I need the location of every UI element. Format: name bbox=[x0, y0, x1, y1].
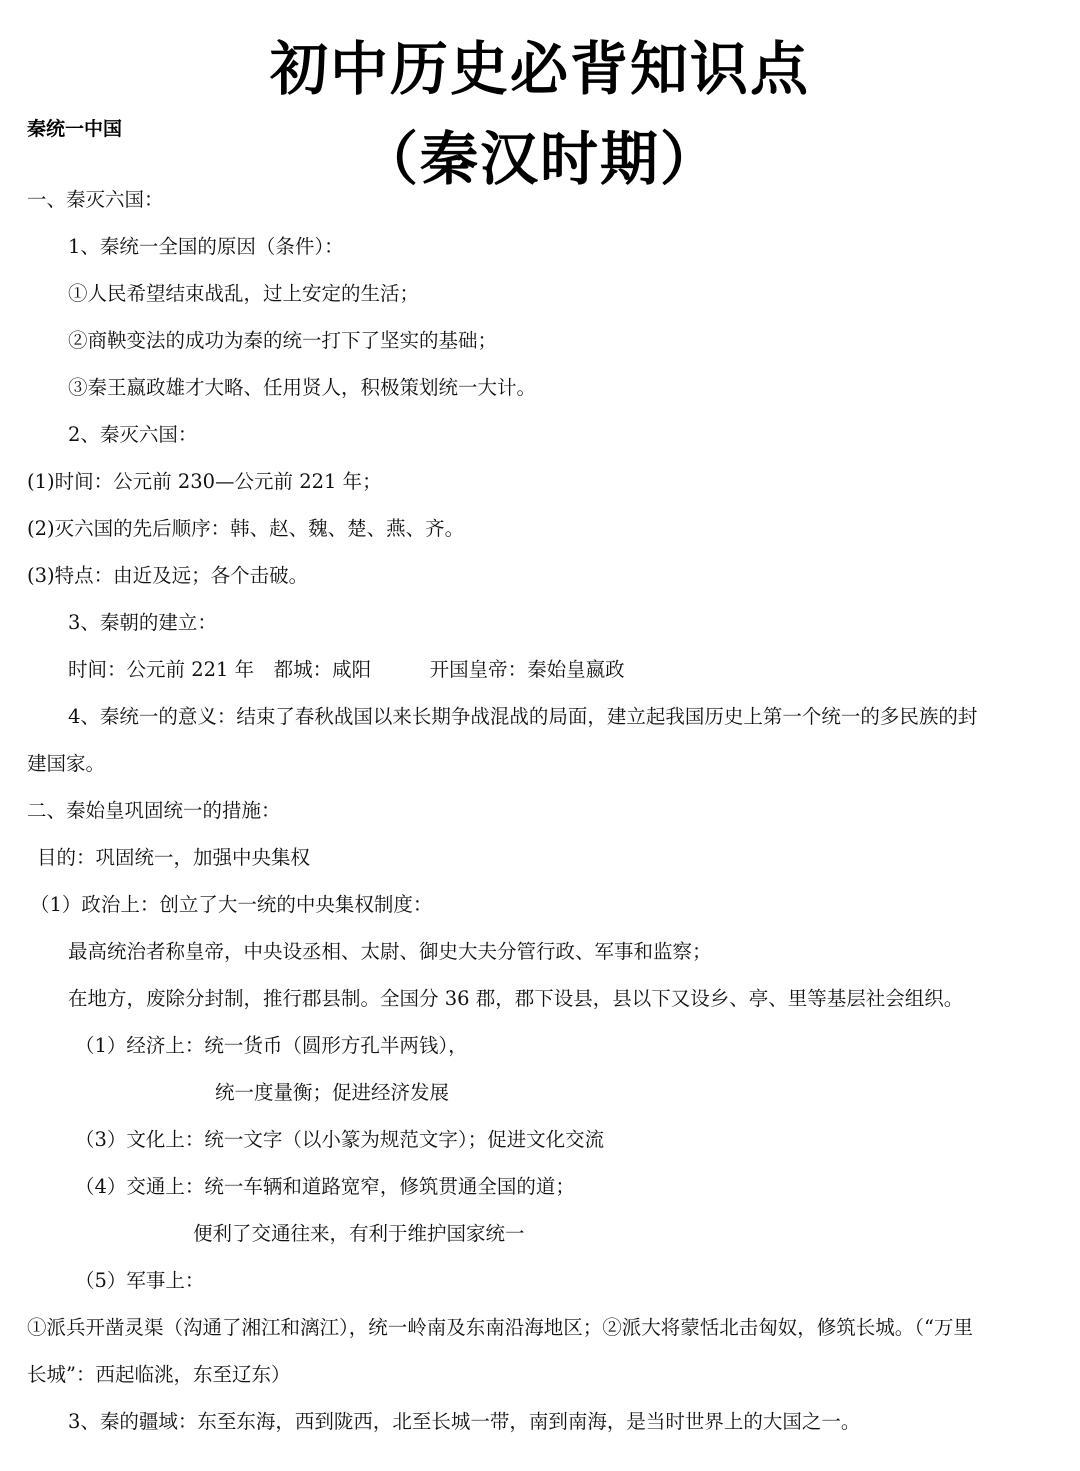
transport-measures-1: （4）交通上：统一车辆和道路宽窄，修筑贯通全国的道； bbox=[75, 1175, 575, 1198]
political-central: 最高统治者称皇帝，中央设丞相、太尉、御史大夫分管行政、军事和监察； bbox=[68, 940, 712, 963]
military-measures: （5）军事上： bbox=[75, 1269, 205, 1292]
significance-line-1: 4、秦统一的意义：结束了春秋战国以来长期争战混战的局面，建立起我国历史上第一个统一的多民族的封 bbox=[68, 705, 978, 728]
page-title: 初中历史必背知识点 bbox=[269, 35, 810, 103]
military-details-2: 长城”：西起临洮，东至辽东） bbox=[27, 1363, 291, 1386]
heading-qin-conquers-six-states: 一、秦灭六国： bbox=[27, 188, 164, 211]
page-subtitle: （秦汉时期） bbox=[359, 125, 720, 193]
economic-measures-2: 统一度量衡；促进经济发展 bbox=[215, 1081, 450, 1104]
qin-territory: 3、秦的疆域：东至东海，西到陇西，北至长城一带，南到南海，是当时世界上的大国之一。 bbox=[68, 1410, 861, 1433]
reason-item-3: ③秦王嬴政雄才大略、任用贤人，积极策划统一大计。 bbox=[68, 376, 537, 399]
military-details-1: ①派兵开凿灵渠（沟通了湘江和漓江），统一岭南及东南沿海地区；②派大将蒙恬北击匈奴，修筑长城。（“万里 bbox=[27, 1316, 973, 1339]
cultural-measures: （3）文化上：统一文字（以小篆为规范文字）；促进文化交流 bbox=[75, 1128, 605, 1151]
political-measures: （1）政治上：创立了大一统的中央集权制度： bbox=[30, 893, 433, 916]
significance-line-2: 建国家。 bbox=[27, 752, 106, 775]
political-local: 在地方，废除分封制，推行郡县制。全国分 36 郡，郡下设县，县以下又设乡、亭、里等基层社会组织。 bbox=[68, 987, 964, 1010]
founding-details: 时间：公元前 221 年 都城：咸阳 开国皇帝：秦始皇嬴政 bbox=[68, 658, 625, 681]
subheading-founding: 3、秦朝的建立： bbox=[68, 611, 217, 634]
conquest-time: (1)时间：公元前 230—公元前 221 年； bbox=[27, 470, 382, 493]
reason-item-1: ①人民希望结束战乱，过上安定的生活； bbox=[68, 282, 420, 305]
heading-consolidation-measures: 二、秦始皇巩固统一的措施： bbox=[27, 799, 281, 822]
measures-purpose: 目的：巩固统一，加强中央集权 bbox=[37, 846, 311, 869]
transport-measures-2: 便利了交通往来，有利于维护国家统一 bbox=[193, 1222, 525, 1245]
subheading-unification-reasons: 1、秦统一全国的原因（条件）： bbox=[68, 235, 344, 258]
reason-item-2: ②商鞅变法的成功为秦的统一打下了坚实的基础； bbox=[68, 329, 498, 352]
section-heading: 秦统一中国 bbox=[27, 118, 123, 140]
conquest-features: (3)特点：由近及远；各个击破。 bbox=[27, 564, 309, 587]
economic-measures-1: （1）经济上：统一货币（圆形方孔半两钱）， bbox=[75, 1034, 468, 1057]
conquest-order: (2)灭六国的先后顺序：韩、赵、魏、楚、燕、齐。 bbox=[27, 517, 465, 540]
subheading-conquest: 2、秦灭六国： bbox=[68, 423, 198, 446]
